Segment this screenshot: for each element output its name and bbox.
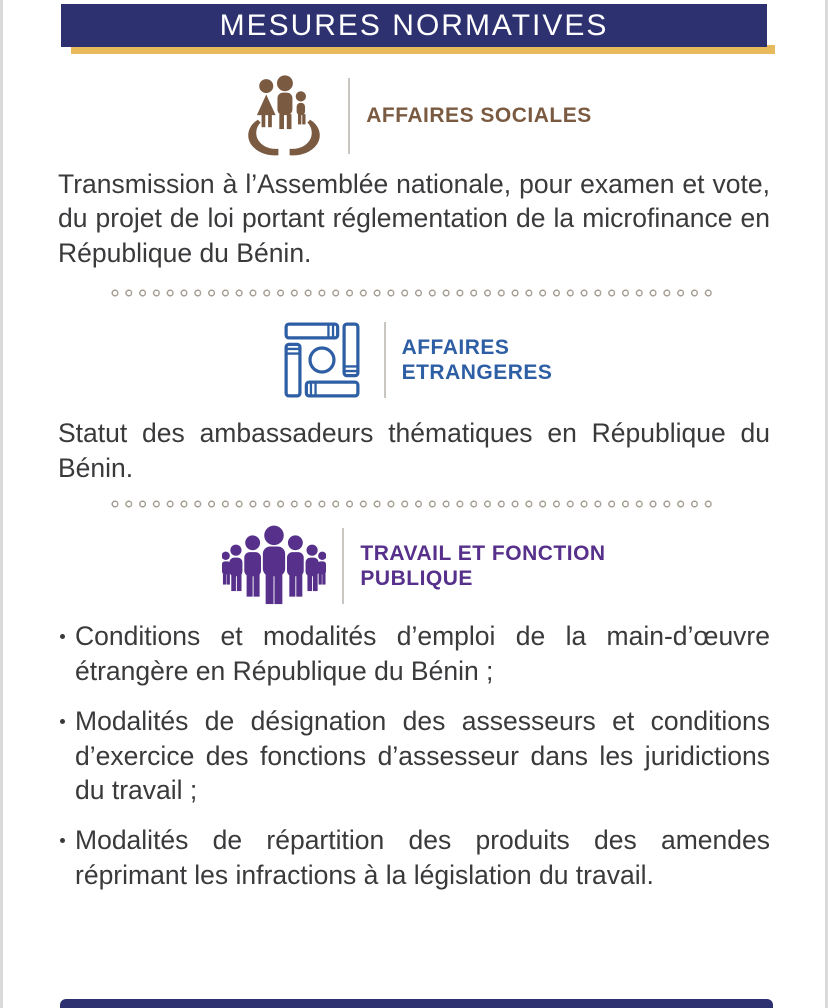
section-title-line: ETRANGERES: [401, 361, 553, 385]
header-divider: [342, 528, 344, 604]
paragraph: Statut des ambassadeurs thématiques en République du Bénin.: [58, 418, 770, 483]
paragraph: Transmission à l’Assemblée nationale, pour examen et vote, du projet de loi portant réglementation de la microfinance en République du Bénin.: [58, 169, 770, 268]
dotted-separator: [110, 288, 718, 298]
bullet-marker: [60, 719, 65, 724]
bullet-item: [58, 823, 770, 892]
bullet-item: [58, 619, 770, 688]
linked-hands-square-icon: [276, 314, 368, 406]
bullet-text: Modalités de désignation des assesseurs et conditions d’exercice des fonctions d’assesseur dans les juridictions du travail ;: [75, 706, 770, 805]
dotted-separator: [110, 499, 718, 509]
section-body-affaires-sociales: [58, 167, 770, 270]
bullet-marker: [60, 634, 65, 639]
banner-navy-bar: [61, 4, 767, 47]
bullet-text: Modalités de répartition des produits des amendes réprimant les infractions à la législation du travail.: [75, 825, 770, 890]
bullet-marker: [60, 838, 65, 843]
family-in-hands-icon: [236, 73, 332, 159]
section-header-affaires-etrangeres: [3, 314, 825, 406]
section-title-line: TRAVAIL ET FONCTION: [360, 542, 606, 565]
people-crowd-icon: [222, 523, 326, 609]
bullet-item: [58, 704, 770, 807]
section-title: [402, 335, 553, 385]
page-title-banner: [61, 4, 767, 47]
next-banner-partial: [60, 999, 773, 1008]
section-title-line: AFFAIRES SOCIALES: [366, 104, 592, 128]
section-header-affaires-sociales: [3, 73, 825, 159]
section-body-travail-fonction-publique: [58, 619, 770, 892]
header-divider: [384, 322, 386, 398]
section-body-affaires-etrangeres: [58, 416, 770, 485]
section-title-line: PUBLIQUE: [360, 567, 473, 591]
page-title: MESURES NORMATIVES: [219, 8, 609, 42]
header-divider: [348, 78, 350, 154]
section-title: [366, 103, 592, 128]
section-header-travail-fonction-publique: [3, 523, 825, 609]
bullet-text: Conditions et modalités d’emploi de la main-d’œuvre étrangère en République du Bénin ;: [75, 621, 770, 686]
section-title-line: AFFAIRES: [401, 336, 510, 360]
section-title: [360, 541, 605, 591]
